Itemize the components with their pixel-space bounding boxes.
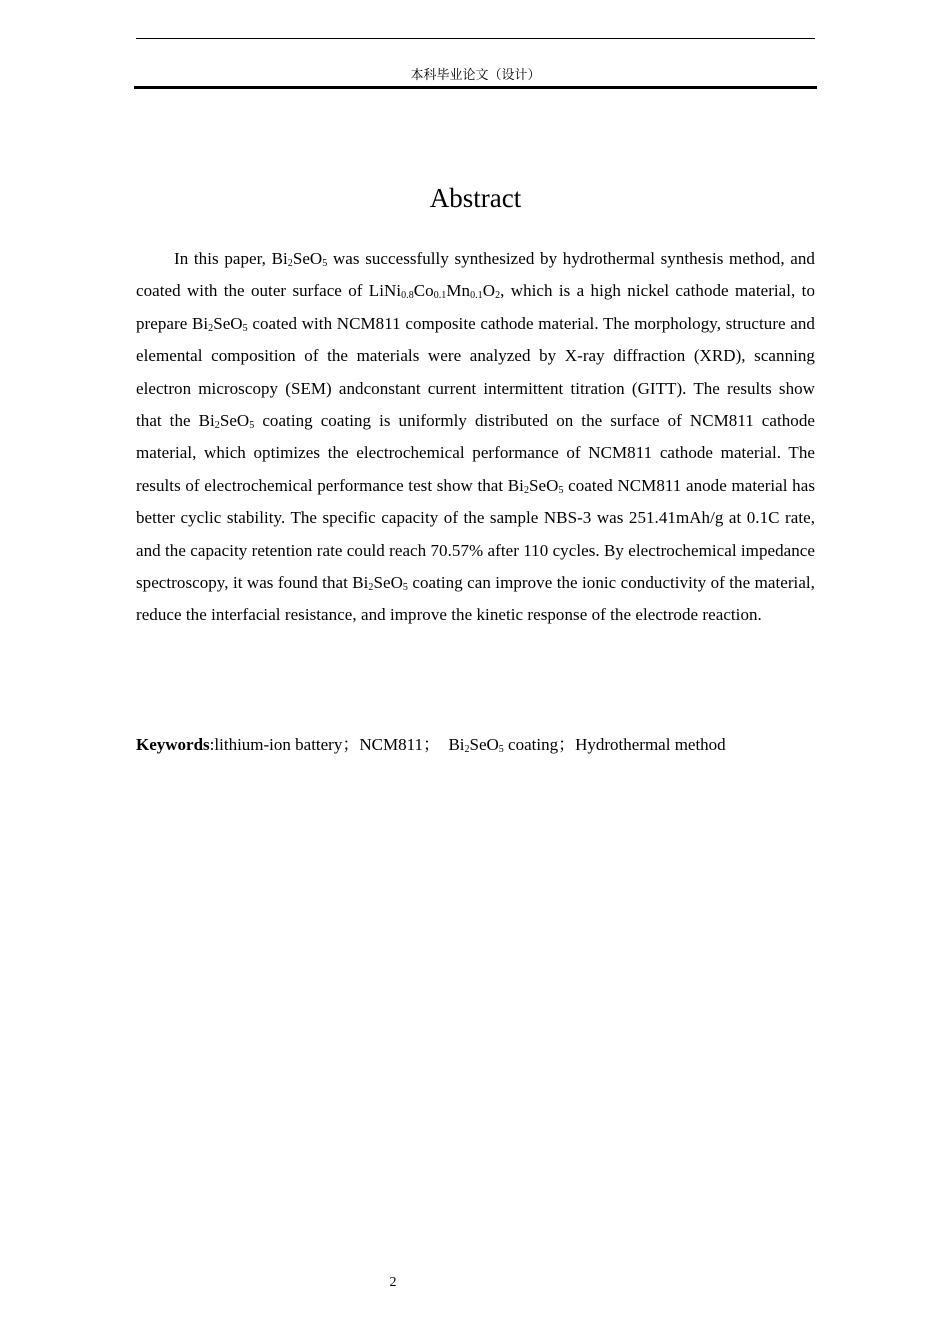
subscript: 5 <box>322 258 328 269</box>
subscript: 2 <box>208 322 214 334</box>
abstract-paragraph <box>136 243 815 632</box>
abstract-text: In this paper, Bi <box>174 249 288 268</box>
keywords-label: Keywords <box>136 735 210 754</box>
subscript: 5 <box>249 420 255 432</box>
keywords-text: coating；Hydrothermal method <box>503 735 726 754</box>
subscript: 2 <box>214 420 220 432</box>
subscript: 5 <box>402 582 408 594</box>
subscript: 5 <box>242 322 248 334</box>
keywords-line <box>136 729 836 761</box>
subscript: 2 <box>495 290 501 302</box>
abstract-text: , which is a high nickel cathode material, to prepare Bi <box>136 281 815 333</box>
subscript: 2 <box>464 744 470 755</box>
abstract-text: SeO <box>529 475 559 495</box>
abstract-text: coated NCM811 anode material has better cyclic stability. The specific capacity of the sample NBS-3 was 251.41mAh/g at 0.1C rate, and the capacity retention rate could reach 70.57% after 110 cycles. By electrochemical impedance spectroscopy, it was found that Bi <box>136 475 815 593</box>
subscript: 5 <box>558 484 564 496</box>
abstract-text: SeO <box>219 411 250 431</box>
abstract-text: SeO <box>373 573 403 593</box>
subscript: 0.1 <box>433 290 447 302</box>
abstract-text: coating coating is uniformly distributed on the surface of NCM811 cathode material, which optimizes the electrochemical performance of NCM811 cathode material. The results of electrochemical performance test show that Bi <box>136 411 815 495</box>
subscript: 5 <box>498 744 504 755</box>
abstract-text: Co <box>413 281 434 301</box>
keywords-text: :lithium-ion battery；NCM811； Bi <box>209 735 465 754</box>
page-number: 2 <box>389 1275 397 1290</box>
subscript: 2 <box>368 582 374 594</box>
subscript: 2 <box>287 258 293 269</box>
abstract-text: O <box>482 281 496 301</box>
abstract-text: was successfully synthesized by hydrothermal synthesis method, and coated with the outer surface of LiNi <box>136 249 815 301</box>
keywords-text: SeO <box>469 735 499 754</box>
subscript: 2 <box>523 484 530 496</box>
abstract-text: Mn <box>446 281 471 301</box>
subscript: 0.1 <box>470 290 483 302</box>
abstract-text: coating can improve the ionic conductivity of the material, reduce the interfacial resistance, and improve the kinetic response of the electrode reaction. <box>136 573 815 625</box>
running-header: 本科毕业论文（设计） <box>410 68 541 83</box>
header-bottom-rule <box>134 86 817 89</box>
subscript: 0.8 <box>401 290 414 302</box>
header-top-rule <box>136 38 815 39</box>
abstract-text: coated with NCM811 composite cathode material. The morphology, structure and elemental composition of the materials were analyzed by X-ray diffraction (XRD), scanning electron microscopy (SEM) andconstant current intermittent titration (GITT). The results show that the Bi <box>136 313 815 431</box>
abstract-text: SeO <box>292 249 323 268</box>
abstract-text: SeO <box>213 313 243 333</box>
abstract-title: Abstract <box>429 183 522 213</box>
